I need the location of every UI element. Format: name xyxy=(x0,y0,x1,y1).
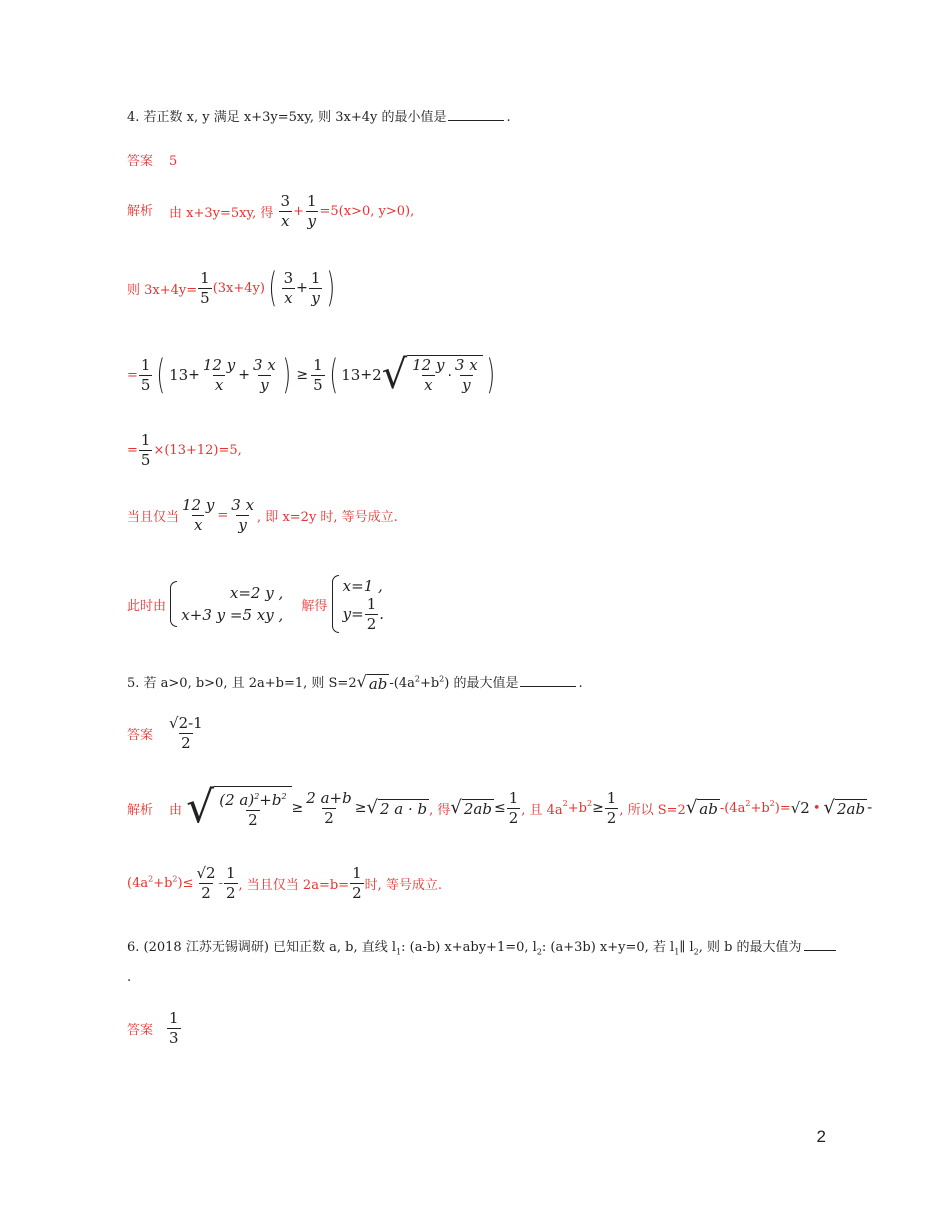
square-root: √ 2ab xyxy=(823,796,866,818)
answer-fraction: $\frac{√2-1}{2}$ xyxy=(169,714,203,752)
q5-answer: 答案 $\frac{√2-1}{2}$ xyxy=(127,714,203,752)
square-root: √ 2 a · b xyxy=(366,796,428,818)
q4-solution-line-1: 解析 由 x+3y=5xy, 得 $\frac{3}{x}$ + $\frac{1}{y}$ =5(x>0, y>0), xyxy=(127,192,415,230)
fraction-1-over-5: $\frac{1}{5}$ xyxy=(313,355,323,394)
q4-solution-line-5: 当且仅当 $\frac{12 y}{x}$ = $\frac{3 x}{y}$ , 即 x=2y 时, 等号成立. xyxy=(127,496,398,534)
square-root: √ ab xyxy=(356,672,388,693)
q6-stem: 6. (2018 江苏无锡调研) 已知正数 a, b, 直线 $l_1$: (a-b) x+aby+1=0, $l_2$: (a+3b) x+y=0, 若 $l_1\parallel$ $l_2$, 则 b 的最大值为 xyxy=(127,936,838,957)
fraction-1-over-2: $\frac{1}{2}$ xyxy=(606,788,617,827)
fraction-1-over-y: $\frac{1}{y}$ xyxy=(310,268,321,307)
right-paren: ) xyxy=(486,352,495,398)
q6-answer: 答案 $\frac{1}{3}$ xyxy=(127,1009,179,1047)
left-paren: ( xyxy=(156,352,166,398)
right-paren: ) xyxy=(326,265,336,311)
q4-answer: 答案 5 xyxy=(127,154,178,169)
fraction-1-over-5: $\frac{1}{5}$ xyxy=(140,355,151,394)
fraction-2a2b2-over-2: $\frac{(2 a)^2+b^2}{2}$ xyxy=(219,791,287,829)
square-root: √ 2ab xyxy=(450,796,492,818)
square-root: √ $\frac{12 y}{x}$ · $\frac{3 x}{y}$ xyxy=(382,355,483,395)
answer-blank xyxy=(520,686,576,687)
fraction-12y-over-x: $\frac{12 y}{x}$ xyxy=(202,355,236,394)
system-brace xyxy=(332,575,339,633)
q5-solution-line-2: $(4a^2+b^2)\le$ $\frac{√2}{2}$ - $\frac{1}{2}$ , 当且仅当 2a=b= $\frac{1}{2}$ 时, 等号成立. xyxy=(127,864,443,902)
q4-solution-line-2: 则 3x+4y= $\frac{1}{5}$ (3x+4y)( $\frac{3}{x}$ + $\frac{1}{y}$ ) xyxy=(127,265,336,311)
q5-solution-line-1: 解析 由 √ $\frac{(2 a)^2+b^2}{2}$ ≥ $\frac{2 a+b}{2}$ ≥ √ 2 a · b , 得 √ 2ab ≤ $\frac{1}{2}$ , 且 $4a^2+b^2\ge$ $\frac{1}{2}$ , 所以 S=2 √ ab $-(4a^2+b^2)=√2$ • √ 2ab - xyxy=(127,782,873,833)
fraction-3x-over-y: $\frac{3 x}{y}$ xyxy=(252,355,276,394)
fraction-1-over-2: $\frac{1}{2}$ xyxy=(366,594,377,633)
fraction-sqrt2-over-2: $\frac{√2}{2}$ xyxy=(196,864,216,902)
q4-solution-line-3: = $\frac{1}{5}$ ( 13+ $\frac{12 y}{x}$ + $\frac{3 x}{y}$ ) ≥ $\frac{1}{5}$ ( 13+2 √ $\frac{12 y}{x}$ · $\frac{3 x}{y}$ ) xyxy=(127,352,495,398)
answer-blank xyxy=(804,950,836,951)
right-paren: ) xyxy=(282,352,291,398)
answer-blank xyxy=(448,120,504,121)
fraction-1-over-2: $\frac{1}{2}$ xyxy=(352,864,362,902)
fraction-12y-over-x: $\frac{12 y}{x}$ xyxy=(182,496,215,534)
fraction-1-over-5: $\frac{1}{5}$ xyxy=(140,431,151,469)
answer-fraction: $\frac{1}{3}$ xyxy=(169,1009,179,1047)
q4-solution-line-6: 此时由 x=2 y , x+3 y =5 xy , 解得 x=1 , y= $\frac{1}{2}$ . xyxy=(127,576,385,633)
fraction-3-over-x: $\frac{3}{x}$ xyxy=(283,268,294,307)
square-root: √ $\frac{(2 a)^2+b^2}{2}$ xyxy=(186,786,291,830)
left-paren: ( xyxy=(329,352,338,398)
fraction-3-over-x: $\frac{3}{x}$ xyxy=(280,192,291,230)
q4-stem: 4. 若正数 x, y 满足 x+3y=5xy, 则 3x+4y 的最小值是 . xyxy=(127,110,511,125)
page-number: 2 xyxy=(816,1127,826,1146)
equation-system-1: x=2 y , x+3 y =5 xy , xyxy=(181,584,284,624)
fraction-3x-over-y: $\frac{3 x}{y}$ xyxy=(231,496,255,534)
q5-stem: 5. 若 a>0, b>0, 且 2a+b=1, 则 S=2 √ ab $-(4a^2+b^2)$ 的最大值是 . xyxy=(127,672,583,693)
fraction-12y-over-x: $\frac{12 y}{x}$ xyxy=(412,356,445,394)
fraction-1-over-2: $\frac{1}{2}$ xyxy=(225,864,236,902)
fraction-1-over-2: $\frac{1}{2}$ xyxy=(508,788,519,827)
equation-system-2: x=1 , y= $\frac{1}{2}$ . xyxy=(342,576,385,633)
square-root: √ ab xyxy=(685,796,718,818)
system-brace xyxy=(170,581,177,627)
fraction-1-over-y: $\frac{1}{y}$ xyxy=(306,192,317,230)
fraction-1-over-5: $\frac{1}{5}$ xyxy=(200,268,210,307)
q4-solution-line-4: = $\frac{1}{5}$ ×(13+12)=5, xyxy=(127,431,242,469)
q6-stem-end: . xyxy=(127,970,132,985)
left-paren: ( xyxy=(268,265,278,311)
fraction-3x-over-y: $\frac{3 x}{y}$ xyxy=(454,356,478,394)
fraction-2apb-over-2: $\frac{2 a+b}{2}$ xyxy=(306,788,352,827)
